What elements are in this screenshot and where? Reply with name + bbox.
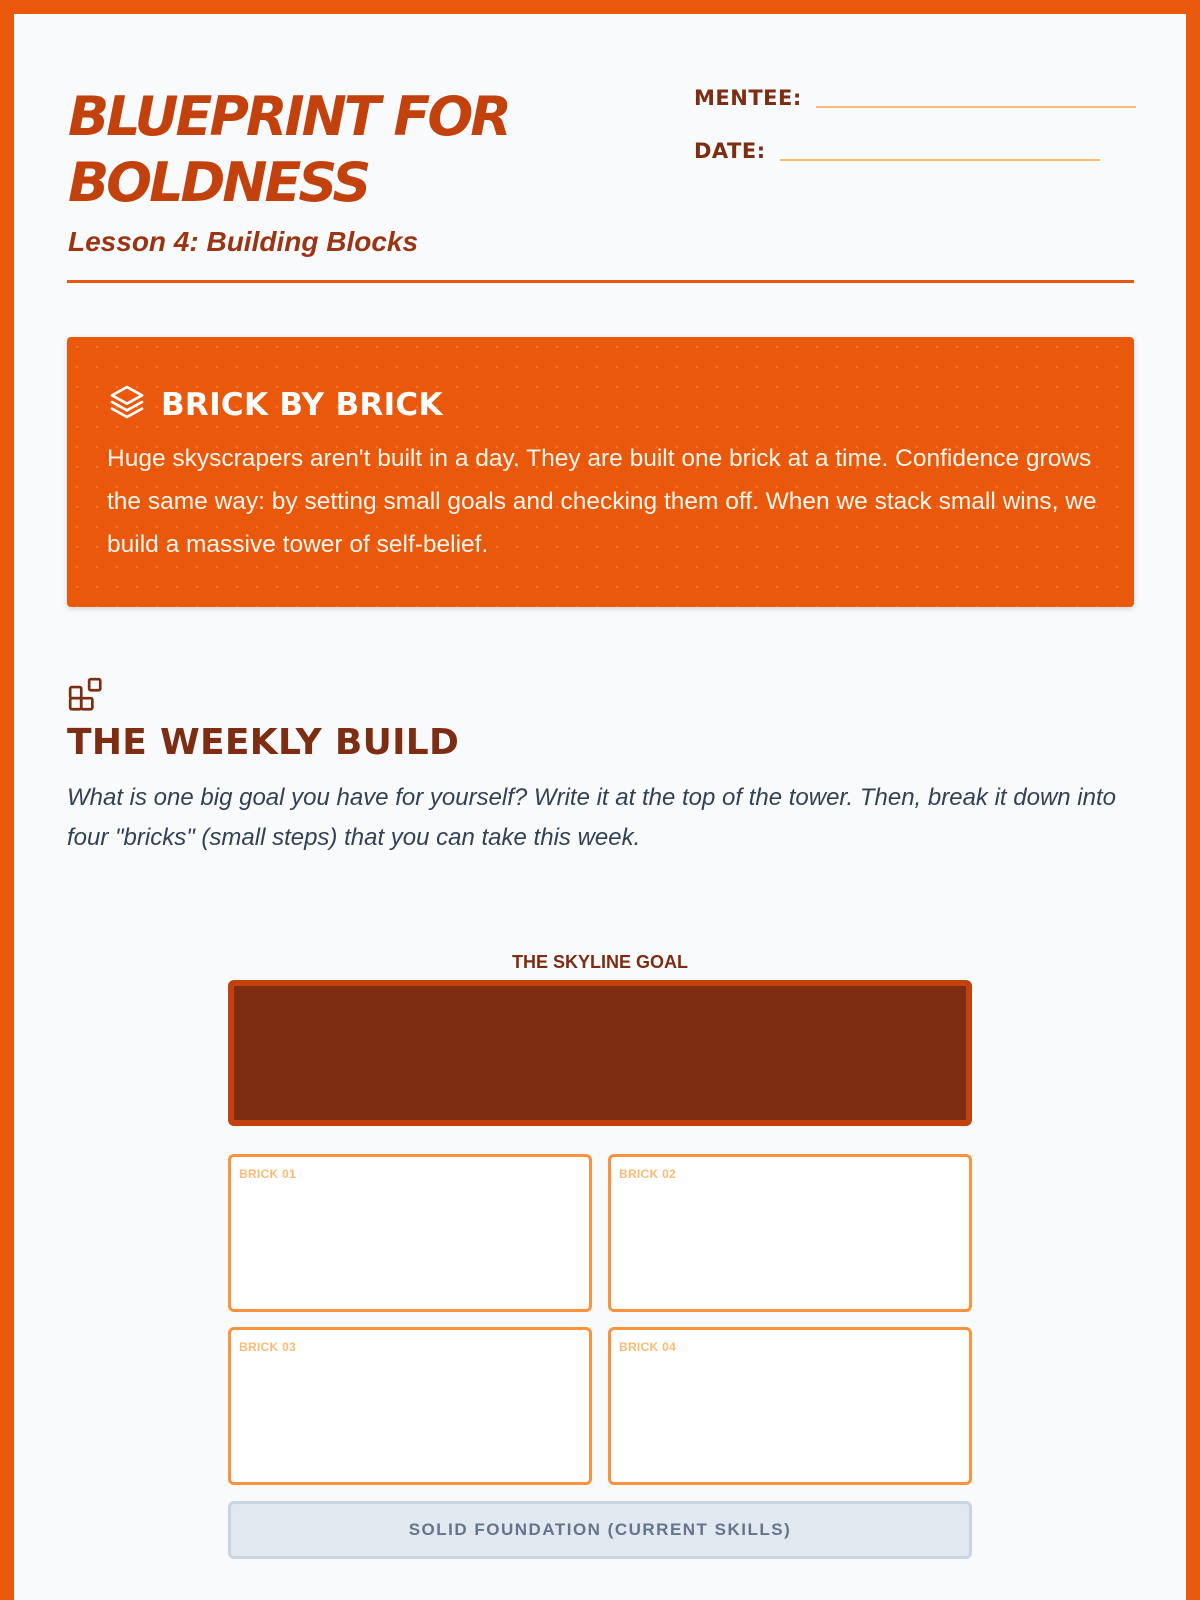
brick-01[interactable] — [228, 1154, 592, 1312]
mentee-field[interactable] — [816, 106, 1136, 108]
layers-icon — [107, 382, 147, 427]
callout-header — [107, 382, 443, 427]
worksheet-page — [14, 14, 1186, 1600]
mentee-label: MENTEE: — [694, 86, 802, 110]
date-label: DATE: — [694, 139, 766, 163]
section-title: THE WEEKLY BUILD — [67, 722, 460, 763]
skyline-goal-box[interactable] — [228, 980, 972, 1126]
foundation-block — [228, 1501, 972, 1559]
brick-02[interactable] — [608, 1154, 972, 1312]
lesson-subtitle: Lesson 4: Building Blocks — [68, 226, 419, 257]
foundation-label: SOLID FOUNDATION (CURRENT SKILLS) — [408, 1520, 792, 1539]
mentee-row — [694, 86, 1136, 110]
page-title: BLUEPRINT FOR BOLDNESS — [68, 85, 509, 214]
section-prompt: What is one big goal you have for yourself? Write it at the top of the tower. Then, break it down into four "bricks" (small steps) that you can take this week. — [67, 784, 1117, 851]
header — [68, 74, 1134, 296]
brick-label: BRICK 01 — [239, 1167, 297, 1181]
brick-label: BRICK 04 — [619, 1340, 677, 1354]
date-field[interactable] — [780, 159, 1100, 161]
header-divider — [67, 280, 1134, 283]
skyline-goal-label: THE SKYLINE GOAL — [511, 952, 688, 972]
brick-04[interactable] — [608, 1327, 972, 1485]
brick-label: BRICK 03 — [239, 1340, 297, 1354]
blocks-icon — [67, 676, 105, 719]
brick-by-brick-callout — [67, 337, 1134, 607]
date-row — [694, 139, 1100, 163]
brick-03[interactable] — [228, 1327, 592, 1485]
brick-label: BRICK 02 — [619, 1167, 677, 1181]
callout-text: Huge skyscrapers aren't built in a day. They are built one brick at a time. Confidence grows the same way: by setting small goals and checking them off. When we stack small wins, we build a massive tower of self-belief. — [107, 445, 1097, 558]
callout-title: BRICK BY BRICK — [161, 386, 443, 423]
